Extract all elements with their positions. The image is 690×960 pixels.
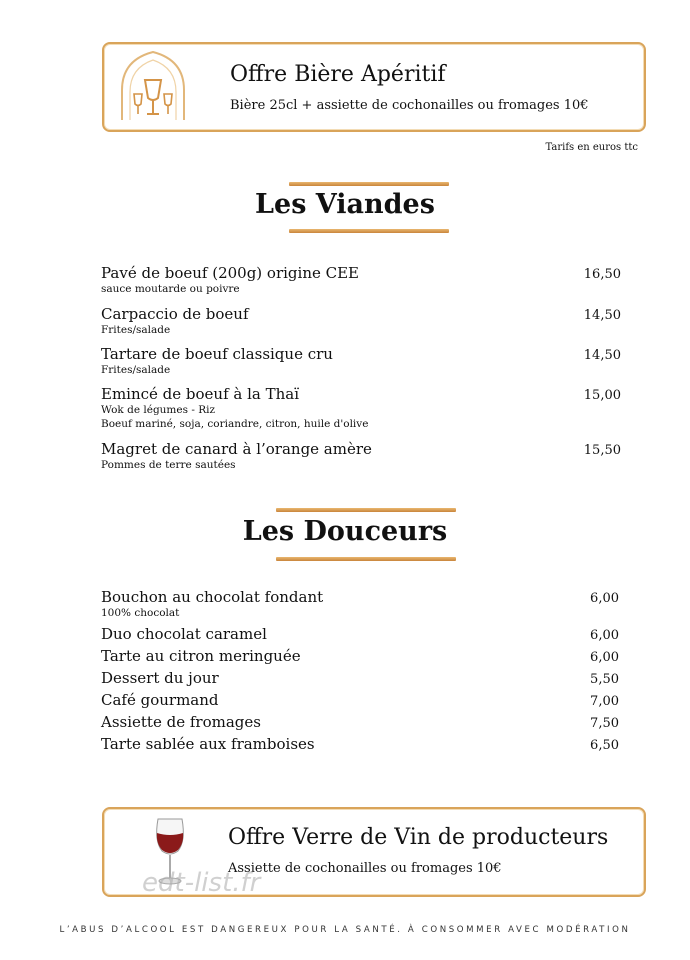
menu-item-price: 6,50 [590, 738, 619, 753]
watermark: edt-list.fr [142, 868, 261, 898]
menu-item [101, 713, 621, 731]
menu-item [101, 669, 621, 687]
menu-item-description: Pommes de terre sautées [101, 459, 236, 471]
menu-item [101, 647, 621, 665]
douceurs-bottom-rule [276, 557, 456, 561]
menu-item-price: 5,50 [590, 672, 619, 687]
menu-item-price: 6,00 [590, 591, 619, 606]
menu-item-price: 6,00 [590, 650, 619, 665]
wine-offer-title: Offre Verre de Vin de producteurs [228, 825, 609, 850]
menu-item-description: sauce moutarde ou poivre [101, 283, 240, 295]
menu-item [101, 735, 621, 753]
menu-item-price: 14,50 [583, 308, 621, 323]
menu-item-description: 100% chocolat [101, 607, 180, 619]
menu-item [101, 691, 621, 709]
menu-item-name: Magret de canard à l’orange amère [101, 440, 372, 458]
menu-item-name: Tartare de boeuf classique cru [101, 345, 333, 363]
wine-offer-subtitle: Assiette de cochonailles ou fromages 10€ [228, 861, 502, 876]
menu-item-description: Boeuf mariné, soja, coriandre, citron, huile d'olive [101, 418, 369, 430]
menu-item-name: Café gourmand [101, 691, 219, 709]
beer-offer-box [102, 42, 646, 132]
menu-item-price: 6,00 [590, 628, 619, 643]
menu-item-name: Tarte au citron meringuée [101, 647, 301, 665]
viandes-title: Les Viandes [255, 189, 435, 220]
tarifs-note: Tarifs en euros ttc [545, 142, 638, 153]
douceurs-top-rule [276, 508, 456, 512]
menu-item-description: Frites/salade [101, 364, 171, 376]
menu-item [101, 440, 621, 472]
menu-item [101, 385, 621, 431]
viandes-bottom-rule [289, 229, 449, 233]
menu-item-price: 14,50 [583, 348, 621, 363]
beer-offer-subtitle: Bière 25cl + assiette de cochonailles ou fromages 10€ [230, 98, 589, 113]
menu-item-price: 16,50 [583, 267, 621, 282]
douceurs-title: Les Douceurs [242, 516, 448, 547]
menu-item-description: Frites/salade [101, 324, 171, 336]
menu-item-name: Pavé de boeuf (200g) origine CEE [101, 264, 360, 282]
menu-item-price: 7,00 [590, 694, 619, 709]
menu-item [101, 305, 621, 337]
viandes-top-rule [289, 182, 449, 186]
menu-item-name: Emincé de boeuf à la Thaï [101, 385, 300, 403]
menu-item [101, 588, 621, 620]
menu-item-price: 7,50 [590, 716, 619, 731]
menu-item-price: 15,00 [583, 388, 621, 403]
menu-item-name: Carpaccio de boeuf [101, 305, 249, 323]
menu-item [101, 345, 621, 377]
menu-item-description: Wok de légumes - Riz [101, 404, 216, 416]
health-warning: L’ABUS D’ALCOOL EST DANGEREUX POUR LA SANTÉ. À CONSOMMER AVEC MODÉRATION [59, 925, 631, 935]
menu-item-name: Bouchon au chocolat fondant [101, 588, 324, 606]
menu-item [101, 264, 621, 296]
menu-item-name: Assiette de fromages [101, 713, 261, 731]
menu-item-name: Duo chocolat caramel [101, 625, 267, 643]
menu-item-name: Dessert du jour [101, 669, 219, 687]
menu-item-price: 15,50 [583, 443, 621, 458]
beer-glasses-icon [118, 50, 188, 122]
menu-item-name: Tarte sablée aux framboises [101, 735, 315, 753]
beer-offer-title: Offre Bière Apéritif [230, 62, 446, 87]
menu-item [101, 625, 621, 643]
